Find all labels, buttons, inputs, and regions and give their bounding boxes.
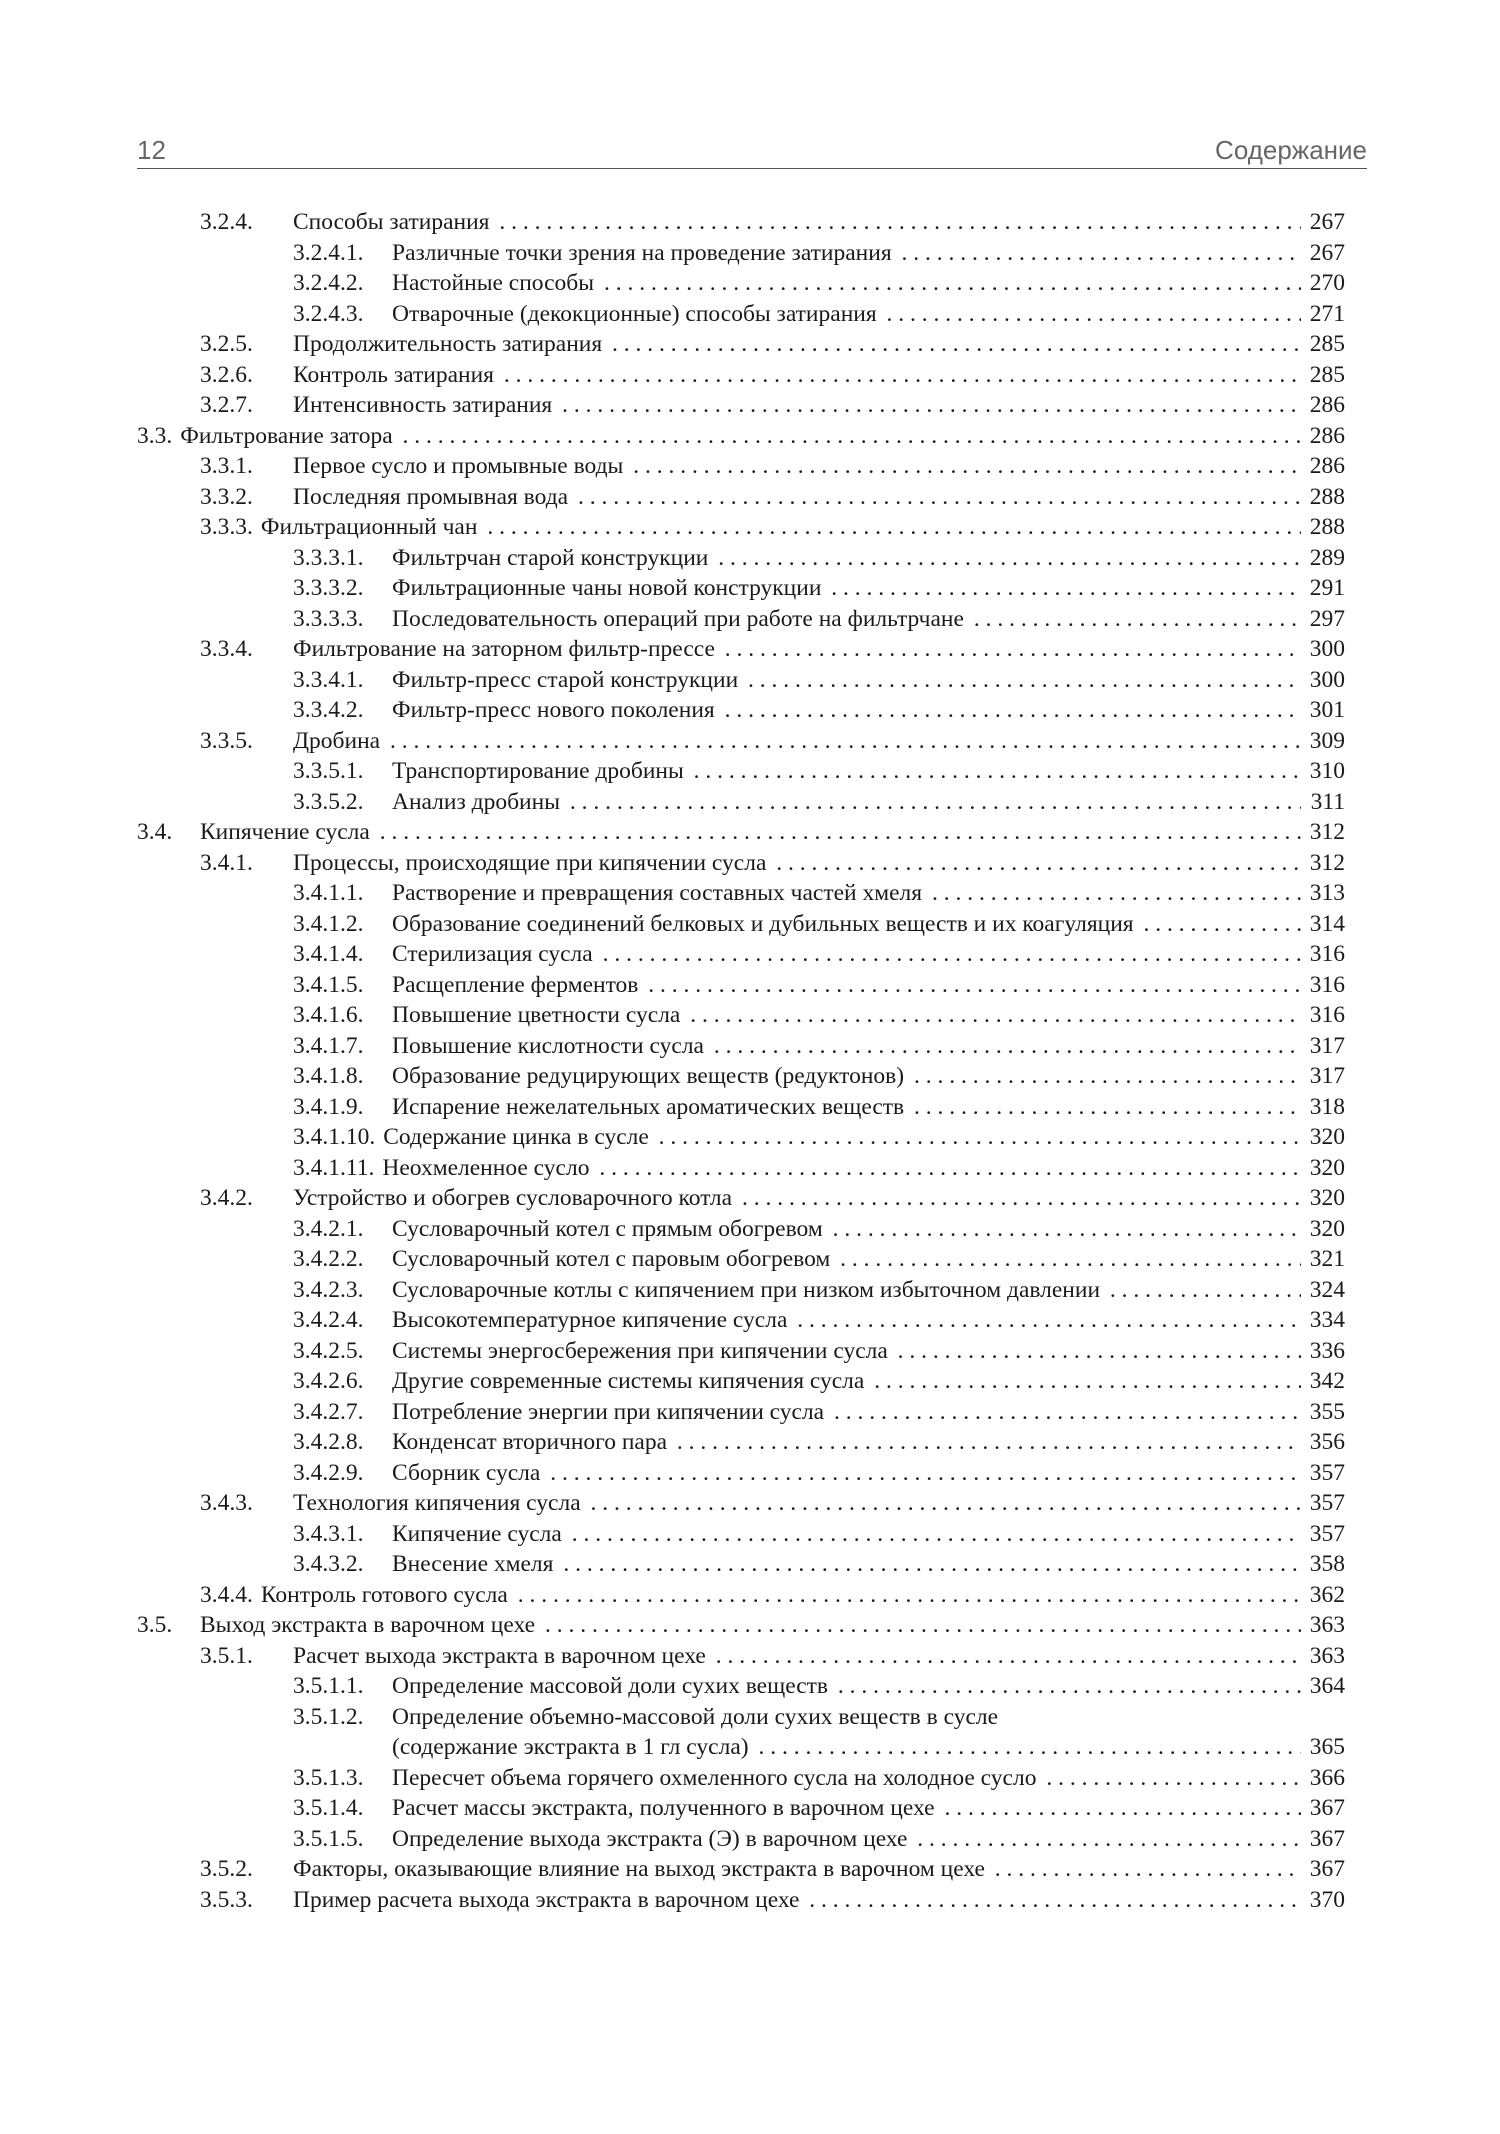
toc-entry-number: 3.5.1.5.	[293, 1825, 364, 1852]
toc-entry-title	[293, 390, 1301, 420]
toc-entry-title	[392, 878, 1301, 908]
toc-entry	[137, 1519, 1345, 1550]
toc-entry-page: 271	[1309, 300, 1345, 327]
toc-entry-number: 3.2.4.1.	[293, 239, 364, 266]
toc-entry	[137, 1488, 1345, 1519]
toc-entry-number: 3.3.3.2.	[293, 575, 364, 601]
toc-entry-title	[392, 573, 1301, 603]
toc-entry-text: Расщепление ферментов	[392, 972, 642, 998]
toc-entry-number: 3.3.4.2.	[293, 697, 364, 723]
toc-entry-title	[392, 1702, 1301, 1732]
toc-entry-page: 366	[1309, 1764, 1345, 1791]
toc-entry-text: Факторы, оказывающие влияние на выход экстракта в варочном цехе	[293, 1856, 989, 1882]
toc-entry-page: 285	[1309, 361, 1345, 388]
toc-entry-page: 336	[1309, 1337, 1345, 1364]
toc-entry-title	[200, 817, 1301, 847]
toc-entry-page: 356	[1309, 1429, 1345, 1455]
toc-entry-number: 3.4.1.6.	[293, 1002, 364, 1028]
toc-entry-page: 358	[1309, 1551, 1345, 1577]
toc-entry	[137, 512, 1345, 543]
toc-entry-page: 357	[1309, 1520, 1345, 1547]
toc-entry	[137, 1854, 1345, 1885]
toc-entry-number: 3.3.2.	[200, 483, 253, 510]
toc-entry-title	[392, 970, 1301, 1000]
toc-entry	[137, 634, 1345, 665]
toc-entry-page: 300	[1309, 636, 1345, 662]
toc-entry-title	[392, 1000, 1301, 1030]
toc-entry-title	[392, 1275, 1301, 1305]
toc-entry	[137, 1793, 1345, 1824]
toc-entry-text: Технология кипячения сусла	[293, 1490, 585, 1516]
toc-entry-title	[392, 1458, 1301, 1488]
toc-entry	[137, 1153, 1345, 1184]
toc-entry	[137, 1427, 1345, 1458]
toc-entry-number: 3.4.1.	[200, 849, 253, 876]
toc-entry-text: Отварочные (декокционные) способы затирания	[392, 301, 881, 327]
toc-entry-title	[392, 1824, 1301, 1854]
toc-entry	[137, 543, 1345, 574]
toc-entry-page: 314	[1309, 910, 1345, 937]
toc-entry-text: Расчет выхода экстракта в варочном цехе	[293, 1643, 710, 1669]
toc-entry-title	[392, 1214, 1301, 1244]
toc-entry-text: Фильтр-пресс нового поколения	[392, 697, 719, 723]
toc-entry-title	[200, 512, 1301, 542]
toc-entry-title	[392, 665, 1301, 695]
toc-entry-title	[392, 268, 1301, 298]
toc-entry-title	[392, 756, 1301, 786]
toc-entry-number: 3.4.1.10.	[293, 1124, 383, 1150]
toc-entry-number: 3.4.3.1.	[293, 1520, 364, 1547]
toc-entry	[137, 1366, 1345, 1397]
toc-entry-page: 301	[1309, 697, 1345, 723]
toc-entry	[137, 848, 1345, 879]
toc-entry-page: 300	[1309, 666, 1345, 693]
toc-entry-title	[392, 1519, 1301, 1549]
toc-entry-number: 3.2.4.3.	[293, 300, 364, 327]
toc-entry-title	[293, 482, 1301, 512]
toc-entry-text: Продолжительность затирания	[293, 331, 606, 357]
toc-entry-title	[392, 1763, 1301, 1793]
toc-entry-page: 285	[1309, 331, 1345, 357]
toc-entry-text: Другие современные системы кипячения сусла	[392, 1368, 868, 1394]
toc-entry-text: Устройство и обогрев сусловарочного котла	[293, 1185, 736, 1211]
toc-entry-page: 363	[1309, 1612, 1345, 1638]
toc-entry-number: 3.4.1.4.	[293, 941, 364, 967]
toc-entry-text: Транспортирование дробины	[392, 758, 688, 784]
toc-entry-page: 367	[1309, 1795, 1345, 1821]
toc-entry-number: 3.4.4.	[200, 1582, 261, 1608]
toc-entry-number: 3.4.	[137, 819, 173, 845]
toc-entry-page: 355	[1309, 1398, 1345, 1425]
toc-entry	[137, 1641, 1345, 1672]
toc-entry-number: 3.5.2.	[200, 1856, 253, 1882]
page-number: 12	[137, 135, 166, 165]
toc-entry-title	[392, 1793, 1301, 1823]
toc-entry-page: 286	[1309, 392, 1345, 418]
toc-entry	[137, 1336, 1345, 1367]
toc-entry	[137, 1275, 1345, 1306]
toc-entry-number: 3.2.7.	[200, 392, 253, 418]
toc-entry-title	[392, 1336, 1301, 1366]
toc-entry-number: 3.3.3.1.	[293, 544, 364, 571]
toc-entry-text: Образование редуцирующих веществ (редуктонов)	[392, 1063, 908, 1089]
toc-entry-text: Высокотемпературное кипячение сусла	[392, 1307, 791, 1333]
toc-entry-page: 324	[1309, 1276, 1345, 1303]
toc-entry-page: 320	[1309, 1124, 1345, 1150]
toc-entry-number: 3.4.1.2.	[293, 910, 364, 937]
toc-entry	[137, 360, 1345, 391]
toc-entry-title	[392, 1305, 1301, 1335]
toc-entry-page: 286	[1309, 422, 1345, 449]
toc-entry	[137, 1702, 1345, 1733]
toc-entry-text: Растворение и превращения составных частей хмеля	[392, 880, 926, 906]
toc-entry-number: 3.5.1.4.	[293, 1795, 364, 1821]
toc-entry-number: 3.4.2.6.	[293, 1368, 364, 1394]
table-of-contents	[137, 207, 1345, 1915]
toc-entry-title	[293, 1183, 1301, 1213]
toc-entry-page: 288	[1309, 514, 1345, 540]
toc-entry	[137, 1183, 1345, 1214]
toc-entry-text: Выход экстракта в варочном цехе	[200, 1612, 539, 1638]
toc-entry-page: 365	[1309, 1734, 1345, 1760]
toc-entry-title	[293, 1122, 1301, 1152]
toc-entry-title	[392, 909, 1301, 939]
toc-entry-title	[392, 1397, 1301, 1427]
toc-entry	[137, 1458, 1345, 1489]
toc-entry-text: Неохмеленное сусло	[382, 1155, 593, 1181]
toc-entry	[137, 451, 1345, 482]
toc-entry-page: 288	[1309, 483, 1345, 510]
toc-entry	[137, 1092, 1345, 1123]
toc-entry	[137, 1824, 1345, 1855]
toc-entry-title	[293, 329, 1301, 359]
toc-entry-page: 312	[1309, 819, 1345, 845]
toc-entry-number: 3.3.5.1.	[293, 758, 364, 784]
toc-entry-page: 317	[1309, 1032, 1345, 1059]
toc-entry-title	[293, 634, 1301, 664]
toc-entry	[137, 1885, 1345, 1916]
toc-entry	[137, 726, 1345, 757]
toc-entry-title	[392, 1427, 1301, 1457]
toc-entry	[137, 787, 1345, 818]
toc-entry-page: 267	[1309, 209, 1345, 235]
toc-entry-page: 291	[1309, 575, 1345, 601]
toc-entry-number: 3.5.1.	[200, 1642, 253, 1669]
toc-entry-text: Потребление энергии при кипячении сусла	[392, 1399, 828, 1425]
toc-entry-title	[392, 939, 1301, 969]
toc-entry-text: Испарение нежелательных ароматических веществ	[392, 1094, 908, 1120]
toc-entry-text: Пересчет объема горячего охмеленного сусла на холодное сусло	[392, 1765, 1040, 1791]
toc-entry	[137, 268, 1345, 299]
toc-entry-title	[392, 1031, 1301, 1061]
toc-entry	[137, 1610, 1345, 1641]
toc-entry-number: 3.3.5.2.	[293, 788, 364, 815]
toc-entry-page: 311	[1310, 788, 1345, 815]
toc-entry-page: 367	[1309, 1856, 1345, 1882]
toc-entry-text: Способы затирания	[293, 209, 493, 235]
toc-entry-page: 318	[1309, 1093, 1345, 1120]
toc-entry	[137, 329, 1345, 360]
toc-entry-text: Фильтрование затора	[180, 423, 396, 449]
toc-entry	[137, 1244, 1345, 1275]
toc-entry-number: 3.3.	[137, 423, 180, 449]
toc-entry-number: 3.5.3.	[200, 1886, 253, 1913]
toc-entry-text: Конденсат вторичного пара	[392, 1429, 671, 1455]
toc-entry-page: 286	[1309, 453, 1345, 479]
toc-entry-text: Сборник сусла	[392, 1460, 544, 1486]
toc-entry-title	[293, 1153, 1301, 1183]
toc-entry-title	[293, 726, 1301, 756]
toc-entry-title	[293, 1854, 1301, 1884]
toc-entry-number: 3.4.2.3.	[293, 1276, 364, 1303]
toc-entry-number: 3.4.3.	[200, 1490, 253, 1516]
toc-entry-page: 320	[1309, 1215, 1345, 1242]
toc-entry-number: 3.4.1.5.	[293, 971, 364, 998]
toc-entry-title	[392, 787, 1301, 817]
toc-entry-page: 297	[1309, 605, 1345, 632]
toc-entry-text: Определение массовой доли сухих веществ	[392, 1673, 832, 1699]
toc-entry-number: 3.5.1.3.	[293, 1764, 364, 1791]
toc-entry	[137, 1397, 1345, 1428]
toc-entry-title	[200, 1580, 1301, 1610]
toc-entry-text: Кипячение сусла	[200, 819, 374, 845]
toc-entry-text: Первое сусло и промывные воды	[293, 453, 627, 479]
running-title: Содержание	[1215, 135, 1367, 165]
toc-entry-text: (содержание экстракта в 1 гл сусла)	[392, 1734, 753, 1760]
toc-entry-number: 3.4.2.8.	[293, 1429, 364, 1455]
toc-entry-number: 3.5.	[137, 1612, 173, 1638]
toc-entry	[137, 1763, 1345, 1794]
toc-entry-number: 3.3.1.	[200, 453, 253, 479]
toc-entry-title	[392, 299, 1301, 329]
toc-entry-number: 3.4.1.8.	[293, 1063, 364, 1089]
toc-entry-page: 320	[1309, 1185, 1345, 1211]
toc-entry-text: Сусловарочный котел с прямым обогревом	[392, 1216, 827, 1242]
toc-entry-text: Расчет массы экстракта, полученного в варочном цехе	[392, 1795, 939, 1821]
toc-entry-text: Определение объемно-массовой доли сухих веществ в сусле	[392, 1704, 1002, 1730]
toc-entry-text: Различные точки зрения на проведение затирания	[392, 240, 896, 266]
toc-entry-page: 320	[1309, 1154, 1345, 1181]
toc-entry-title	[200, 1610, 1301, 1640]
toc-entry-page: 317	[1309, 1063, 1345, 1089]
toc-entry-text: Фильтрационные чаны новой конструкции	[392, 575, 825, 601]
toc-entry-page: 334	[1309, 1307, 1345, 1333]
toc-entry-page: 310	[1309, 758, 1345, 784]
toc-entry-page: 316	[1309, 971, 1345, 998]
toc-entry-number: 3.4.2.2.	[293, 1246, 364, 1272]
toc-entry-page: 362	[1309, 1581, 1345, 1608]
toc-entry-title	[392, 1366, 1301, 1396]
toc-entry-number: 3.4.3.2.	[293, 1551, 364, 1577]
toc-entry-number: 3.2.6.	[200, 361, 253, 388]
toc-entry-text: Системы энергосбережения при кипячении сусла	[392, 1338, 892, 1364]
toc-entry-number: 3.5.1.2.	[293, 1703, 364, 1730]
toc-entry-number: 3.4.2.5.	[293, 1337, 364, 1364]
toc-entry-number: 3.2.4.2.	[293, 270, 364, 296]
toc-entry	[137, 207, 1345, 238]
toc-entry	[137, 756, 1345, 787]
toc-entry-page: 270	[1309, 270, 1345, 296]
toc-entry-title	[293, 360, 1301, 390]
toc-entry-title	[293, 451, 1301, 481]
toc-entry	[137, 238, 1345, 269]
toc-entry-number: 3.3.4.1.	[293, 666, 364, 693]
toc-entry-text: Контроль затирания	[293, 362, 498, 388]
toc-entry-text: Фильтр-пресс старой конструкции	[392, 667, 742, 693]
toc-entry	[137, 909, 1345, 940]
toc-entry-page: 313	[1309, 880, 1345, 906]
toc-entry	[137, 1122, 1345, 1153]
toc-entry	[137, 1000, 1345, 1031]
toc-entry-text: Фильтрационный чан	[261, 514, 482, 540]
toc-entry-text: Последняя промывная вода	[293, 484, 572, 510]
toc-entry-page: 363	[1309, 1642, 1345, 1669]
toc-entry	[137, 1580, 1345, 1611]
toc-entry-title	[392, 1061, 1301, 1091]
toc-entry	[137, 482, 1345, 513]
toc-entry-page: 309	[1309, 727, 1345, 754]
page-header	[137, 130, 1367, 169]
toc-entry	[137, 1031, 1345, 1062]
toc-entry	[137, 573, 1345, 604]
toc-entry-number: 3.4.1.7.	[293, 1032, 364, 1059]
toc-entry-page: 316	[1309, 941, 1345, 967]
toc-entry-number: 3.4.2.	[200, 1185, 253, 1211]
toc-entry-text: Повышение цветности сусла	[392, 1002, 684, 1028]
toc-entry-number: 3.3.3.	[200, 514, 261, 540]
toc-entry-title	[293, 1641, 1301, 1671]
toc-entry-text: Внесение хмеля	[392, 1551, 557, 1577]
toc-entry-page: 364	[1309, 1673, 1345, 1699]
toc-entry	[137, 970, 1345, 1001]
toc-entry-number: 3.4.2.1.	[293, 1215, 364, 1242]
toc-entry-number: 3.4.2.9.	[293, 1459, 364, 1486]
toc-entry-text: Повышение кислотности сусла	[392, 1033, 708, 1059]
toc-entry-text: Содержание цинка в сусле	[383, 1124, 653, 1150]
toc-entry	[137, 390, 1345, 421]
toc-entry	[137, 1214, 1345, 1245]
toc-entry-title	[392, 695, 1301, 725]
toc-entry-title	[137, 421, 1301, 451]
toc-entry-title	[293, 207, 1301, 237]
toc-entry-text: Определение выхода экстракта (Э) в варочном цехе	[392, 1826, 911, 1852]
toc-entry	[137, 1671, 1345, 1702]
toc-entry	[137, 604, 1345, 635]
toc-entry-text: Контроль готового сусла	[261, 1582, 512, 1608]
toc-entry-page: 342	[1309, 1368, 1345, 1394]
toc-entry-number: 3.3.5.	[200, 727, 253, 754]
toc-entry	[137, 1061, 1345, 1092]
toc-entry-title	[392, 1244, 1301, 1274]
toc-entry-number: 3.4.2.7.	[293, 1398, 364, 1425]
toc-entry-page: 321	[1309, 1246, 1345, 1272]
toc-entry-number: 3.2.4.	[200, 209, 253, 235]
toc-entry-page: 357	[1309, 1490, 1345, 1516]
toc-entry-text: Интенсивность затирания	[293, 392, 556, 418]
toc-entry-title	[293, 1488, 1301, 1518]
toc-entry	[137, 299, 1345, 330]
toc-entry-text: Сусловарочные котлы с кипячением при низком избыточном давлении	[392, 1277, 1104, 1303]
toc-entry-page: 316	[1309, 1002, 1345, 1028]
toc-entry-title	[293, 848, 1301, 878]
toc-entry-page: 267	[1309, 239, 1345, 266]
toc-entry-page: 367	[1309, 1825, 1345, 1852]
toc-entry-page: 370	[1309, 1886, 1345, 1913]
toc-entry	[137, 665, 1345, 696]
toc-entry-number: 3.3.4.	[200, 636, 253, 662]
toc-entry-text: Кипячение сусла	[392, 1521, 566, 1547]
toc-entry-number: 3.3.3.3.	[293, 605, 364, 632]
toc-entry-text: Дробина	[293, 728, 384, 754]
toc-entry	[137, 1549, 1345, 1580]
toc-entry-page: 357	[1309, 1459, 1345, 1486]
toc-entry-text: Последовательность операций при работе на фильтрчане	[392, 606, 968, 632]
toc-entry-title	[392, 1671, 1301, 1701]
toc-entry-title	[293, 1885, 1301, 1915]
toc-entry-title	[392, 1092, 1301, 1122]
toc-entry-page: 289	[1309, 544, 1345, 571]
toc-entry-title	[392, 543, 1301, 573]
toc-entry-text: Фильтрчан старой конструкции	[392, 545, 712, 571]
toc-entry-number: 3.4.2.4.	[293, 1307, 364, 1333]
toc-entry	[137, 1732, 1345, 1763]
toc-entry-title	[392, 1732, 1301, 1762]
toc-entry-page: 312	[1309, 849, 1345, 876]
toc-entry-text: Процессы, происходящие при кипячении сусла	[293, 850, 770, 876]
toc-entry-text: Сусловарочный котел с паровым обогревом	[392, 1246, 834, 1272]
toc-entry-text: Настойные способы	[392, 270, 598, 296]
toc-entry	[137, 939, 1345, 970]
toc-entry	[137, 878, 1345, 909]
toc-entry-number: 3.5.1.1.	[293, 1673, 364, 1699]
toc-entry-text: Образование соединений белковых и дубильных веществ и их коагуляция	[392, 911, 1138, 937]
toc-entry	[137, 1305, 1345, 1336]
toc-entry-number: 3.4.1.9.	[293, 1093, 364, 1120]
toc-entry-text: Фильтрование на заторном фильтр-прессе	[293, 636, 719, 662]
toc-entry-number: 3.4.1.1.	[293, 880, 364, 906]
toc-entry	[137, 817, 1345, 848]
toc-entry-text: Стерилизация сусла	[392, 941, 597, 967]
toc-entry-number: 3.4.1.11.	[293, 1155, 382, 1181]
toc-entry-title	[392, 238, 1301, 268]
toc-entry-text: Пример расчета выхода экстракта в варочном цехе	[293, 1887, 803, 1913]
toc-entry-text: Анализ дробины	[392, 789, 564, 815]
toc-entry-title	[392, 1549, 1301, 1579]
toc-entry	[137, 695, 1345, 726]
toc-entry-title	[392, 604, 1301, 634]
toc-entry	[137, 421, 1345, 452]
toc-entry-number: 3.2.5.	[200, 331, 253, 357]
